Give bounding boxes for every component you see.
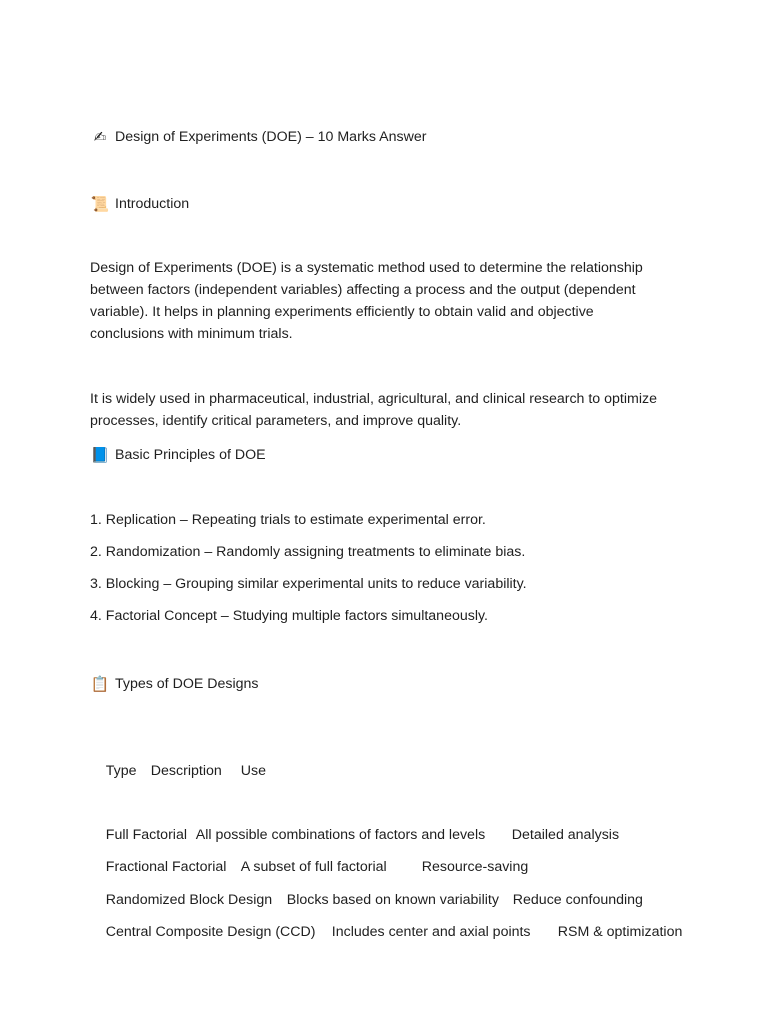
list-item: 4. Factorial Concept – Studying multiple factors simultaneously. [90, 608, 488, 624]
document-title [90, 126, 426, 148]
table-header-cell: Type [105, 763, 137, 779]
section-heading-text: Basic Principles of DOE [115, 447, 266, 463]
table-cell: Detailed analysis [511, 827, 620, 843]
clipboard-icon: 📋 [90, 675, 110, 693]
table-cell: Reduce confounding [512, 892, 643, 908]
table-cell: Randomized Block Design [105, 892, 273, 908]
table-cell: A subset of full factorial [240, 859, 387, 875]
list-item: 2. Randomization – Randomly assigning treatments to eliminate bias. [90, 544, 526, 560]
section-heading-text: Types of DOE Designs [115, 676, 259, 692]
table-cell: Fractional Factorial [105, 859, 227, 875]
table-header-row [90, 738, 266, 804]
blue-book-icon: 📘 [90, 446, 110, 464]
writing-hand-icon: ✍ [93, 128, 107, 146]
scroll-icon: 📜 [90, 195, 110, 213]
list-item: 1. Replication – Repeating trials to estimate experimental error. [90, 512, 486, 528]
table-cell: RSM & optimization [557, 924, 683, 940]
table-cell: Includes center and axial points [331, 924, 531, 940]
table-cell: Resource-saving [421, 859, 529, 875]
table-header-cell: Description [150, 763, 222, 779]
section-heading-types [90, 673, 259, 695]
section-heading-introduction [90, 193, 189, 215]
table-row [90, 899, 682, 965]
section-heading-principles [90, 444, 266, 466]
section-heading-text: Introduction [115, 196, 190, 212]
intro-paragraph-1: Design of Experiments (DOE) is a systematic method used to determine the relationship between factors (independent variables) affecting a process and the output (dependent variable). It helps in planning experiments efficiently to obtain valid and objective conclusions with minimum trials. [90, 260, 643, 342]
table-cell: Blocks based on known variability [286, 892, 499, 908]
list-item: 3. Blocking – Grouping similar experimental units to reduce variability. [90, 576, 527, 592]
table-cell: Full Factorial [105, 827, 187, 843]
table-cell: Central Composite Design (CCD) [105, 924, 316, 940]
table-cell: All possible combinations of factors and levels [195, 827, 486, 843]
document-title-text: Design of Experiments (DOE) – 10 Marks Answer [115, 129, 427, 145]
table-header-cell: Use [240, 763, 267, 779]
intro-paragraph-2: It is widely used in pharmaceutical, industrial, agricultural, and clinical research to optimize processes, identify critical parameters, and improve quality. [90, 391, 657, 429]
